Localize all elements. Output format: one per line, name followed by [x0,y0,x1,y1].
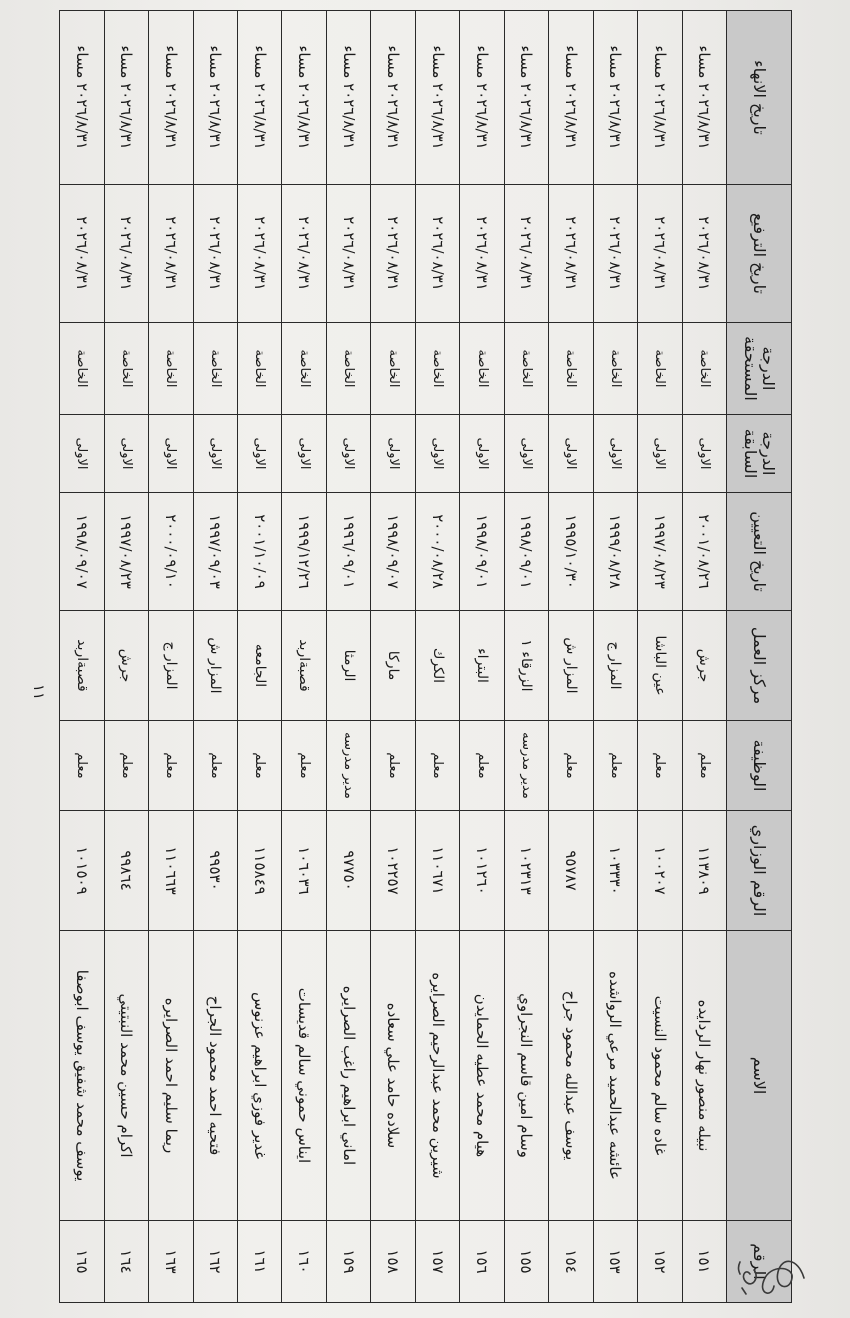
cell-prev-grade: الاولى [60,415,105,493]
cell-end-date: ٢٠٢٦/٨/٣١ مساء [371,11,415,185]
cell-ministry-no: ١١٠٦٦٣ [149,811,193,931]
cell-ministry-no: ١٠٠٢٠٧ [638,811,682,931]
table-row [460,11,504,1303]
cell-workplace: عين الباشا [638,611,682,721]
cell-job: معلم [371,721,415,811]
cell-due-grade: الخاصة [638,323,682,415]
table-row [104,11,148,1303]
cell-promo-date: ٢٠٢٦/٠٨/٣١ [60,185,105,323]
cell-prev-grade: الاولى [638,415,682,493]
table-row [504,11,548,1303]
cell-end-date: ٢٠٢٦/٨/٣١ مساء [238,11,282,185]
cell-num: ١٥٣ [593,1221,637,1303]
cell-prev-grade: الاولى [504,415,548,493]
cell-ministry-no: ١٠٦٠٣٦ [282,811,326,931]
table-row [149,11,193,1303]
cell-num: ١٥٦ [460,1221,504,1303]
cell-appoint-date: ٢٠٠٠/٠٩/١٠ [149,493,193,611]
cell-job: معلم [193,721,237,811]
cell-end-date: ٢٠٢٦/٨/٣١ مساء [326,11,370,185]
cell-end-date: ٢٠٢٦/٨/٣١ مساء [282,11,326,185]
cell-workplace: قصبةاربد [282,611,326,721]
cell-job: معلم [682,721,726,811]
cell-num: ١٦٢ [193,1221,237,1303]
cell-name: عائشه عبدالحميد مرعي الرواشده [593,931,637,1221]
cell-workplace: الرمثا [326,611,370,721]
cell-workplace: الكرك [415,611,459,721]
cell-promo-date: ٢٠٢٦/٠٨/٣١ [549,185,593,323]
cell-ministry-no: ١٠٢٣١٣ [504,811,548,931]
cell-appoint-date: ٢٠٠٠/٠٨/٢٨ [415,493,459,611]
cell-num: ١٦٠ [282,1221,326,1303]
cell-name: اكرام حسين محمد النبتيتي [104,931,148,1221]
cell-workplace: البتراء [460,611,504,721]
cell-promo-date: ٢٠٢٦/٠٨/٣١ [104,185,148,323]
cell-due-grade: الخاصة [371,323,415,415]
cell-num: ١٦٤ [104,1221,148,1303]
cell-due-grade: الخاصة [415,323,459,415]
cell-promo-date: ٢٠٢٦/٠٨/٣١ [460,185,504,323]
cell-prev-grade: الاولى [460,415,504,493]
cell-num: ١٥٢ [638,1221,682,1303]
cell-ministry-no: ١١٥٨٤٩ [238,811,282,931]
cell-name: سلاده حامد علي سعاده [371,931,415,1221]
cell-appoint-date: ١٩٩٨/٠٩/٠١ [460,493,504,611]
cell-name: شيرين محمد عبدالرحيم الصرايره [415,931,459,1221]
cell-workplace: قصبةاربد [60,611,105,721]
table-row [415,11,459,1303]
header-job: الوظيفة [727,721,792,811]
cell-job: معلم [593,721,637,811]
cell-name: ايناس حموني سالم قديسات [282,931,326,1221]
header-end-date: تاريخ الانهاء [727,11,792,185]
cell-ministry-no: ٩٩٥٣٠ [193,811,237,931]
header-name: الاسم [727,931,792,1221]
cell-name: اماني ابراهيم راغب الصرايره [326,931,370,1221]
cell-num: ١٥٧ [415,1221,459,1303]
cell-ministry-no: ١١٣٨٠٩ [682,811,726,931]
cell-end-date: ٢٠٢٦/٨/٣١ مساء [593,11,637,185]
cell-ministry-no: ١٠١٥٠٩ [60,811,105,931]
cell-job: معلم [638,721,682,811]
table-row [238,11,282,1303]
cell-end-date: ٢٠٢٦/٨/٣١ مساء [149,11,193,185]
cell-num: ١٥٤ [549,1221,593,1303]
cell-due-grade: الخاصة [193,323,237,415]
cell-due-grade: الخاصة [149,323,193,415]
cell-due-grade: الخاصة [104,323,148,415]
cell-job: مدير مدرسه [504,721,548,811]
cell-prev-grade: الاولى [682,415,726,493]
cell-promo-date: ٢٠٢٦/٠٨/٣١ [415,185,459,323]
rotated-document [12,8,812,1308]
cell-workplace: جرش [104,611,148,721]
cell-appoint-date: ١٩٩٥/١٠/٣٠ [549,493,593,611]
cell-num: ١٥٩ [326,1221,370,1303]
cell-promo-date: ٢٠٢٦/٠٨/٣١ [193,185,237,323]
cell-promo-date: ٢٠٢٦/٠٨/٣١ [371,185,415,323]
cell-ministry-no: ٩٧٧٥٠ [326,811,370,931]
cell-prev-grade: الاولى [326,415,370,493]
cell-appoint-date: ١٩٩٩/١٢/٢٦ [282,493,326,611]
cell-name: هيام محمد عطيه الحمايدن [460,931,504,1221]
table-body [60,11,727,1303]
cell-job: معلم [104,721,148,811]
cell-promo-date: ٢٠٢٦/٠٨/٣١ [149,185,193,323]
cell-num: ١٥٨ [371,1221,415,1303]
cell-end-date: ٢٠٢٦/٨/٣١ مساء [460,11,504,185]
header-num: الرقم [727,1221,792,1303]
cell-prev-grade: الاولى [549,415,593,493]
cell-job: معلم [149,721,193,811]
cell-due-grade: الخاصة [682,323,726,415]
cell-ministry-no: ١٠٢٢٥٧ [371,811,415,931]
cell-prev-grade: الاولى [238,415,282,493]
cell-name: غاده سالم محمود النسيت [638,931,682,1221]
table-row [60,11,105,1303]
cell-ministry-no: ٩٩٨٦٤ [104,811,148,931]
cell-promo-date: ٢٠٢٦/٠٨/٣١ [504,185,548,323]
cell-name: يوسف محمد شفيق يوسف ابوصفا [60,931,105,1221]
cell-end-date: ٢٠٢٦/٨/٣١ مساء [415,11,459,185]
cell-workplace: جرش [682,611,726,721]
cell-appoint-date: ٢٠٠١/٠٨/٢٦ [682,493,726,611]
cell-appoint-date: ١٩٩٨/٠٩/٠٧ [371,493,415,611]
header-prev-grade: الدرجة السابقة [727,415,792,493]
cell-job: معلم [282,721,326,811]
cell-prev-grade: الاولى [415,415,459,493]
cell-end-date: ٢٠٢٦/٨/٣١ مساء [549,11,593,185]
page-number: ١١ [30,684,48,701]
cell-appoint-date: ١٩٩٧/٠٩/٠٣ [193,493,237,611]
table-row [282,11,326,1303]
table-row [638,11,682,1303]
cell-workplace: الزرقاء ١ [504,611,548,721]
cell-promo-date: ٢٠٢٦/٠٨/٣١ [326,185,370,323]
cell-promo-date: ٢٠٢٦/٠٨/٣١ [682,185,726,323]
cell-end-date: ٢٠٢٦/٨/٣١ مساء [193,11,237,185]
cell-ministry-no: ١١٠٦٧١ [415,811,459,931]
table-row [326,11,370,1303]
cell-num: ١٦١ [238,1221,282,1303]
cell-appoint-date: ١٩٩٦/٠٩/٠١ [326,493,370,611]
table-header-row [727,11,792,1303]
cell-workplace: الجامعه [238,611,282,721]
cell-due-grade: الخاصة [282,323,326,415]
table-row [371,11,415,1303]
cell-appoint-date: ٢٠٠١/١٠/٠٩ [238,493,282,611]
header-due-grade: الدرجة المستحقة [727,323,792,415]
cell-promo-date: ٢٠٢٦/٠٨/٣١ [593,185,637,323]
cell-due-grade: الخاصة [593,323,637,415]
cell-workplace: ماركا [371,611,415,721]
cell-appoint-date: ١٩٩٧/٠٨/٢٣ [638,493,682,611]
cell-job: مدير مدرسه [326,721,370,811]
table-row [549,11,593,1303]
cell-workplace: المزار ش [193,611,237,721]
cell-name: وسام امين قاسم النجراوي [504,931,548,1221]
cell-name: نبيله منصور نهار الردايده [682,931,726,1221]
cell-num: ١٥٥ [504,1221,548,1303]
cell-due-grade: الخاصة [326,323,370,415]
cell-prev-grade: الاولى [371,415,415,493]
table-row [682,11,726,1303]
cell-promo-date: ٢٠٢٦/٠٨/٣١ [238,185,282,323]
cell-due-grade: الخاصة [504,323,548,415]
cell-num: ١٦٥ [60,1221,105,1303]
cell-due-grade: الخاصة [60,323,105,415]
cell-job: معلم [238,721,282,811]
promotion-table [59,10,792,1303]
signature-mark [732,1248,812,1308]
cell-workplace: المزار ش [549,611,593,721]
header-promo-date: تاريخ الترفيع [727,185,792,323]
cell-job: معلم [460,721,504,811]
header-workplace: مركز العمل [727,611,792,721]
cell-promo-date: ٢٠٢٦/٠٨/٣١ [282,185,326,323]
cell-end-date: ٢٠٢٦/٨/٣١ مساء [682,11,726,185]
cell-appoint-date: ١٩٩٧/٠٨/٢٣ [104,493,148,611]
cell-name: غدير فوزي ابراهيم عزنوس [238,931,282,1221]
cell-job: معلم [415,721,459,811]
cell-workplace: المزار ج [149,611,193,721]
cell-workplace: المزار ج [593,611,637,721]
cell-appoint-date: ١٩٩٨/٠٩/٠١ [504,493,548,611]
table-row [193,11,237,1303]
cell-num: ١٦٣ [149,1221,193,1303]
cell-job: معلم [60,721,105,811]
cell-prev-grade: الاولى [282,415,326,493]
cell-prev-grade: الاولى [104,415,148,493]
cell-end-date: ٢٠٢٦/٨/٣١ مساء [504,11,548,185]
cell-name: يوسف عبدالله محمود جراح [549,931,593,1221]
cell-end-date: ٢٠٢٦/٨/٣١ مساء [60,11,105,185]
cell-appoint-date: ١٩٩٨/٠٩/٠٧ [60,493,105,611]
cell-prev-grade: الاولى [593,415,637,493]
cell-job: معلم [549,721,593,811]
cell-ministry-no: ١٠١٢٦٠ [460,811,504,931]
cell-end-date: ٢٠٢٦/٨/٣١ مساء [104,11,148,185]
header-ministry-no: الرقم الوزاري [727,811,792,931]
table-row [593,11,637,1303]
cell-end-date: ٢٠٢٦/٨/٣١ مساء [638,11,682,185]
cell-promo-date: ٢٠٢٦/٠٨/٣١ [638,185,682,323]
cell-ministry-no: ٩٥٧٨٧ [549,811,593,931]
header-appoint-date: تاريخ التعيين [727,493,792,611]
cell-prev-grade: الاولى [149,415,193,493]
cell-prev-grade: الاولى [193,415,237,493]
cell-appoint-date: ١٩٩٩/٠٨/٢٨ [593,493,637,611]
cell-num: ١٥١ [682,1221,726,1303]
cell-name: ريما سليم احمد الصرايره [149,931,193,1221]
cell-ministry-no: ١٠٣٣٣٠ [593,811,637,931]
cell-name: فتحيه احمد محمود الجراح [193,931,237,1221]
cell-due-grade: الخاصة [238,323,282,415]
cell-due-grade: الخاصة [549,323,593,415]
cell-due-grade: الخاصة [460,323,504,415]
